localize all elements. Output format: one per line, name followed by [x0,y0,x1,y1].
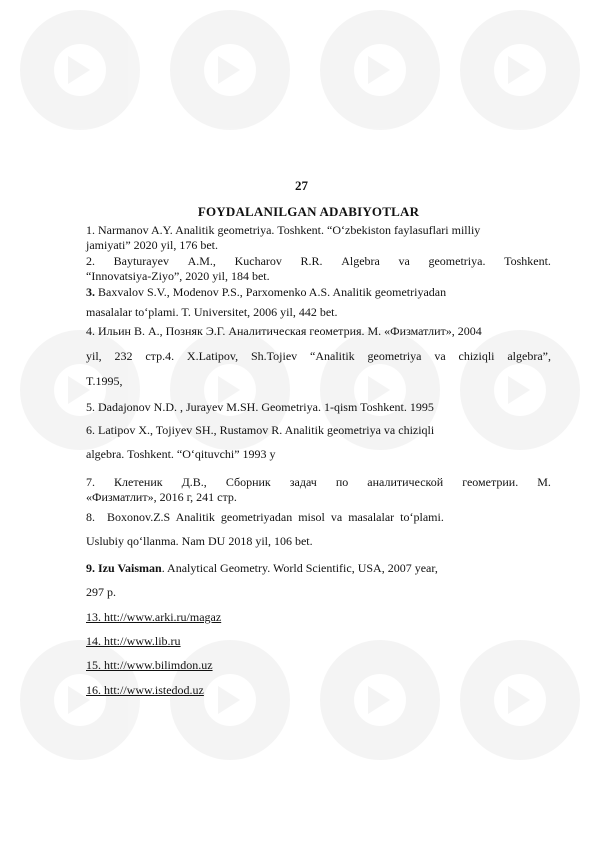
ref-word: algebra”, [507,349,551,363]
ref-word: A.M., [187,254,216,268]
watermark-play-icon [170,10,290,130]
watermark-play-icon [460,640,580,760]
ref-word: geometriya [367,349,422,363]
link-istedod[interactable]: 16. htt://www.istedod.uz [86,683,204,697]
link-lib[interactable]: 14. htt://www.lib.ru [86,634,181,648]
reference-9-line-1 [86,562,551,575]
reference-3-number: 3. [86,285,95,299]
reference-8-line-2: Uslubiy qo‘llanma. Nam DU 2018 yil, 106 bet. [86,534,313,548]
ref-word: 2. [86,254,95,268]
ref-word: yil, [86,349,102,363]
page-number: 27 [295,178,308,193]
reference-2-line-1 [86,255,551,268]
ref-word: “Analitik [310,349,355,363]
reference-15 [86,659,551,672]
ref-word: М. [537,475,551,489]
page-title: FOYDALANILGAN ADABIYOTLAR [197,204,420,219]
watermark-play-icon [460,10,580,130]
ref-word: R.R. [300,254,323,268]
reference-9-author: 9. Izu Vaisman [86,561,162,575]
ref-word: X.Latipov, [186,349,239,363]
reference-2-line-2: “Innovatsiya-Ziyo”, 2020 yil, 184 bet. [86,269,270,283]
ref-word: va [434,349,446,363]
reference-9-text: . Analytical Geometry. World Scientific, USA, 2007 year, [161,561,438,575]
reference-6-line-2: algebra. Toshkent. “O‘qituvchi” 1993 y [86,447,276,461]
watermark-play-icon [320,640,440,760]
ref-word: Сборник [225,475,271,489]
watermark-play-icon [20,10,140,130]
ref-word: va [398,254,410,268]
watermark-play-icon [320,10,440,130]
ref-word: по [335,475,349,489]
reference-8-line-1: 8. Boxonov.Z.S Analitik geometriyadan misol va masalalar to‘plami. [86,510,444,524]
reference-7-line-2: «Физматлит», 2016 г, 241 стр. [86,490,237,504]
ref-word: Д.В., [181,475,207,489]
ref-word: стр.4. [145,349,175,363]
ref-word: геометрии. [462,475,519,489]
ref-word: 7. [86,475,95,489]
reference-4-line-3: T.1995, [86,374,123,388]
ref-word: Algebra [341,254,380,268]
reference-16 [86,684,551,697]
ref-word: задач [289,475,317,489]
reference-6-line-1: 6. Latipov X., Tojiyev SH., Rustamov R. Analitik geometriya va chiziqli [86,423,435,437]
ref-word: аналитической [367,475,444,489]
reference-9-line-2: 297 p. [86,585,116,599]
link-arki[interactable]: 13. htt://www.arki.ru/magaz [86,610,222,624]
reference-3-line-2: masalalar to‘plami. T. Universitet, 2006 yil, 442 bet. [86,305,338,319]
reference-1-line-1: 1. Narmanov A.Y. Analitik geometriya. Toshkent. “O‘zbekiston faylasuflari milliy [86,223,481,237]
ref-word: Sh.Tojiev [250,349,298,363]
reference-7-line-1 [86,476,551,489]
reference-5: 5. Dadajonov N.D. , Jurayev M.SH. Geometriya. 1-qism Toshkent. 1995 [86,400,434,414]
reference-4-line-2 [86,350,551,363]
ref-word: Bayturayev [113,254,169,268]
reference-14 [86,635,551,648]
ref-word: geometriya. [428,254,486,268]
reference-1-line-2: jamiyati” 2020 yil, 176 bet. [86,238,218,252]
ref-word: Kucharov [234,254,282,268]
link-bilimdon[interactable]: 15. htt://www.bilimdon.uz [86,658,213,672]
ref-word: Toshkent. [504,254,551,268]
ref-word: Клетеник [114,475,163,489]
ref-word: 232 [114,349,133,363]
reference-3-line-1 [86,286,551,299]
reference-13 [86,611,551,624]
reference-4-line-1: 4. Ильин В. А., Позняк Э.Г. Аналитическая геометрия. М. «Физматлит», 2004 [86,324,482,338]
reference-3-text: Baxvalov S.V., Modenov P.S., Parxomenko A.S. Analitik geometriyadan [95,285,447,299]
ref-word: chiziqli [458,349,495,363]
